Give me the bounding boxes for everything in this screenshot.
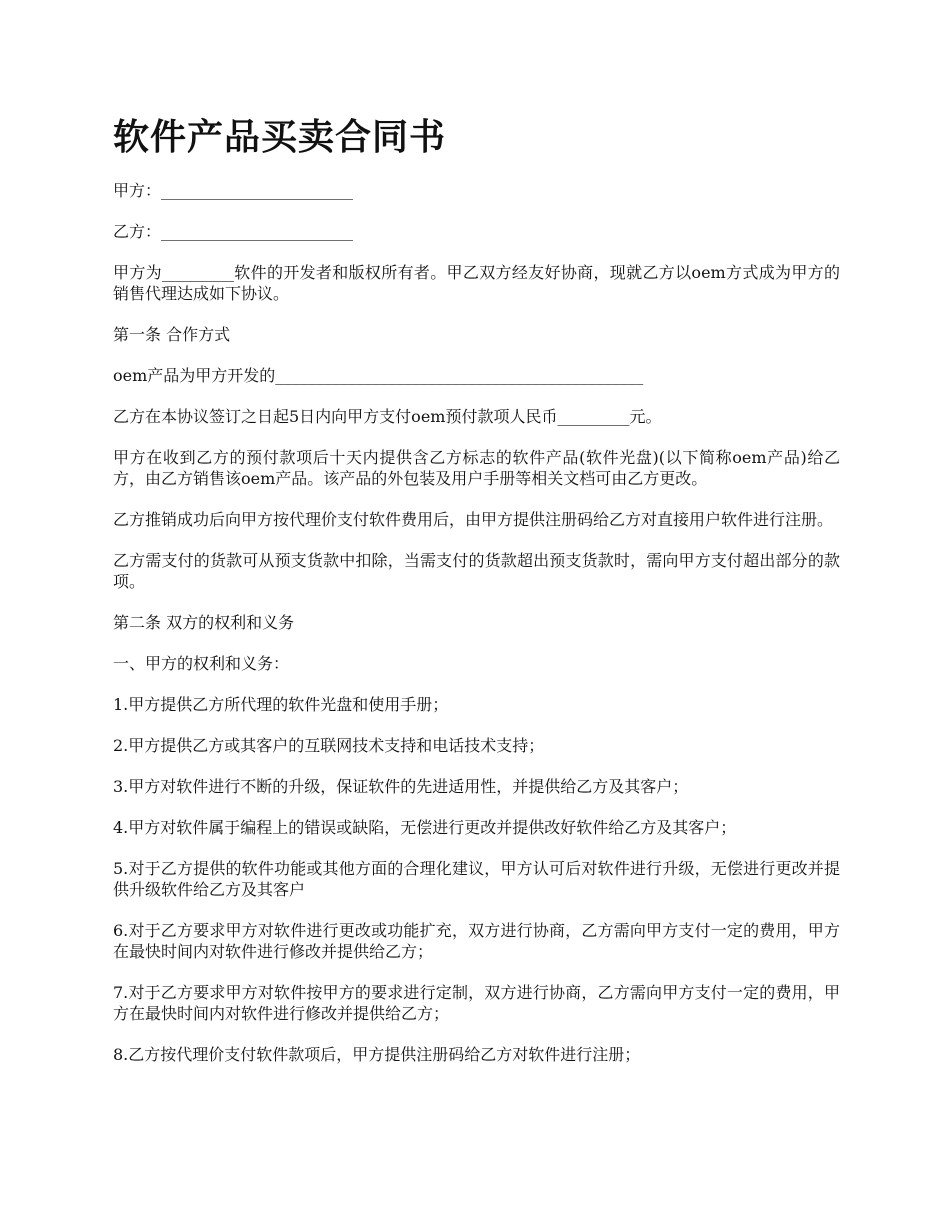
oem-product-line: oem产品为甲方开发的______________________________________________ [113, 366, 644, 385]
list-item: 2.甲方提供乙方或其客户的互联网技术支持和电话技术支持； [113, 736, 545, 755]
list-item: 3.甲方对软件进行不断的升级，保证软件的先进适用性，并提供给乙方及其客户； [113, 777, 689, 796]
registration-paragraph: 乙方推销成功后向甲方按代理价支付软件费用后，由甲方提供注册码给乙方对直接用户软件进行注册。 [113, 510, 834, 529]
list-item: 1.甲方提供乙方所代理的软件光盘和使用手册； [113, 695, 449, 714]
list-item: 7.对于乙方要求甲方对软件按甲方的要求进行定制，双方进行协商，乙方需向甲方支付一定的费用，甲方在最快时间内对软件进行修改并提供给乙方； [113, 983, 840, 1023]
party-a-rights-heading: 一、甲方的权利和义务： [113, 654, 290, 673]
list-item: 5.对于乙方提供的软件功能或其他方面的合理化建议，甲方认可后对软件进行升级，无偿进行更改并提供升级软件给乙方及其客户 [113, 859, 840, 899]
document-page [113, 108, 840, 1085]
article-1-heading: 第一条 合作方式 [113, 325, 231, 344]
party-b-line: 乙方：________________________ [113, 222, 354, 241]
document-title: 软件产品买卖合同书 [113, 116, 447, 158]
party-a-line: 甲方：________________________ [113, 181, 354, 200]
intro-paragraph: 甲方为_________软件的开发者和版权所有者。甲乙双方经友好协商，现就乙方以oem方式成为甲方的销售代理达成如下协议。 [113, 263, 840, 303]
payment-deduction-paragraph: 乙方需支付的货款可从预支货款中扣除，当需支付的货款超出预支货款时，需向甲方支付超出部分的款项。 [113, 551, 840, 591]
prepayment-paragraph: 乙方在本协议签订之日起5日内向甲方支付oem预付款项人民币_________元。 [113, 407, 662, 426]
delivery-paragraph: 甲方在收到乙方的预付款项后十天内提供含乙方标志的软件产品(软件光盘)(以下简称oem产品)给乙方，由乙方销售该oem产品。该产品的外包装及用户手册等相关文档可由乙方更改。 [113, 448, 840, 488]
list-item: 4.甲方对软件属于编程上的错误或缺陷，无偿进行更改并提供改好软件给乙方及其客户； [113, 818, 737, 837]
list-item: 8.乙方按代理价支付软件款项后，甲方提供注册码给乙方对软件进行注册； [113, 1045, 641, 1064]
list-item: 6.对于乙方要求甲方对软件进行更改或功能扩充，双方进行协商，乙方需向甲方支付一定的费用，甲方在最快时间内对软件进行修改并提供给乙方； [113, 921, 840, 961]
article-2-heading: 第二条 双方的权利和义务 [113, 613, 295, 632]
